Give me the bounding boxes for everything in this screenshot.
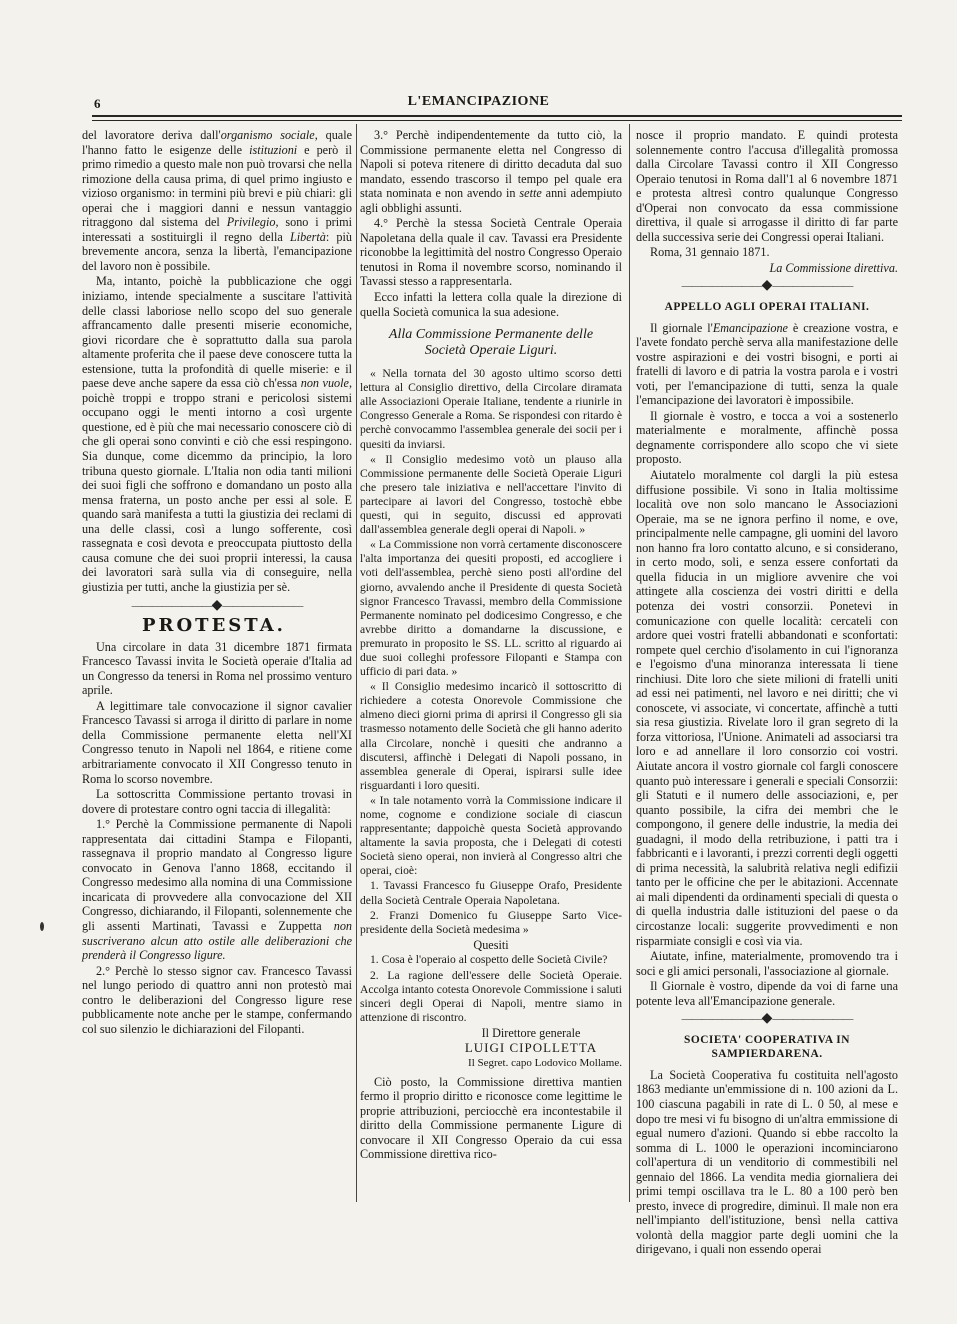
signature-secretary: Il Segret. capo Lodovico Mollame. bbox=[468, 1056, 622, 1069]
page-number: 6 bbox=[94, 96, 101, 111]
italic-run: istituzioni bbox=[249, 142, 298, 157]
section-ornament: ———————— ◆ ———————— bbox=[82, 599, 352, 614]
article-title-cooperativa: SOCIETA' COOPERATIVA IN SAMPIERDARENA. bbox=[684, 1033, 850, 1061]
article-title-appello: APPELLO AGLI OPERAI ITALIANI. bbox=[664, 301, 870, 314]
quoted-paragraph: « Il Consiglio medesimo incaricò il sottoscritto di richiedere a cotesta Onorevole Commissione che almeno dieci giorni prima di aprirsi il Congresso gli sia trasmesso notamento delle Società che gli hanno aderito alla Circolare, nonchè i quesiti che andranno a discutersi, affinchè i Delegati di Napoli possano, in assemblea generale di Operai, ispirarsi sulle idee risguardanti i loro quesiti. bbox=[360, 680, 622, 792]
article-title-protesta: PROTESTA. bbox=[142, 615, 286, 637]
text-run: : più brevemente ancora, senza la libertà, l'emancipazione del lavoro non è possibile. bbox=[82, 229, 352, 273]
dateline: Roma, 31 gennaio 1871. bbox=[650, 245, 770, 260]
column-2 bbox=[360, 128, 622, 1208]
section-ornament: ———————— ◆ ———————— bbox=[636, 279, 898, 294]
paragraph: 2.° Perchè lo stesso signor cav. Francesco Tavassi nel lungo periodo di quattro anni non protestò mai contro le deliberazioni del Congresso ligure rese pubblicamente note anche per le stampe, confermando col suo silenzio le dichiarazioni del Filopanti. bbox=[82, 963, 352, 1036]
paragraph: La sottoscritta Commissione pertanto trovasi in dovere di protestare contro ogni taccia di illegalità: bbox=[82, 787, 352, 816]
letter-heading-line: Società Operaie Liguri. bbox=[424, 343, 558, 359]
quoted-paragraph: « Il Consiglio medesimo votò un plauso alla Commissione permanente delle Società Operaie Liguri che presero tale iniziativa e nell'accettare l'invito di partecipare ai lavori del Congresso, tostochè ebbe questi, qui in seguito, discussi ed approvati dall'assemblea generale degli operai di Napoli. » bbox=[360, 452, 622, 537]
paragraph bbox=[82, 128, 352, 273]
italic-run: sette bbox=[519, 186, 542, 201]
letter-heading-line: Alla Commissione Permanente delle bbox=[388, 327, 594, 343]
text-run: Ma, intanto, poichè la pubblicazione che oggi iniziamo, intende specialmente a suscitare l'attività delle classi laboriose nello scopo del suo generale affrancamento dalle presenti miserie economiche, giovi ricordare che è soprattutto dalla sua parola altamente proferita che il paese deve conoscere tutta la estensione, tutta la profondità di quelle miserie: e il paese deve anche sapere da essa ciò ch'essa bbox=[82, 274, 352, 391]
paragraph: Il Giornale è vostro, dipende da voi di farne una potente leva all'Emancipazione generale. bbox=[636, 979, 898, 1008]
signature-name: LUIGI CIPOLLETTA bbox=[464, 1040, 598, 1056]
text-run: , poichè troppi e troppo strani e pericolosi sistemi occupano oggi le menti intorno a così urgente questione, ed è più che mai necessario conoscere ciò di che gli operai sono convinti e ciò che essi respingono. Sia dunque, come dicemmo da principio, la loro tribuna questo giornale. L'Italia non odia tanti milioni dei suoi figli che soffrono e domandano un posto alla mensa fraterna, un posto anche per essi al sole. E quando sarà manifesta a tutti la giustizia dei reclami di una delle classi, così a lungo sofferente, così rassegnata e così devota e preoccupata piuttosto della causa comune che dei suoi proprii interessi, la causa dei lavoratori sarà sulla via di conseguire, nella giustizia per tutti, anche la giustizia per sè. bbox=[82, 376, 352, 594]
quesiti-heading: Quesiti bbox=[473, 937, 509, 952]
paragraph: nosce il proprio mandato. E quindi protesta solennemente contro l'accusa d'illegalità promossa dalla Circolare Tavassi contro il XII Congresso Operaio tenutosi in Roma dall'1 al 6 novembre 1871 e protesta altresì contro qualunque Congresso d'Operai non convocato da essa commissione direttiva, il quale si arrogasse il diritto di far parte della successiva serie dei Congressi operai Italiani. bbox=[636, 128, 898, 244]
paragraph: Ecco infatti la lettera colla quale la direzione di quella Società comunica la sua adesione. bbox=[360, 290, 622, 319]
text-run: 1.° Perchè la Commissione permanente di Napoli rappresentata dai cittadini Stampa e Filopanti, rassegnava il proprio mandato al Congresso ligure convocato in Genova l'anno 1868, eccitando il Congresso medesimo alla nomina di una Commissione incaricata di provvedere alla convocazione del XII Congresso, dichiarando, il Filopanti, solennemente che gli assenti Martinati, Tavassi e Zuppetta bbox=[82, 817, 352, 933]
letter-heading bbox=[360, 327, 622, 359]
paragraph: 4.° Perchè la stessa Società Centrale Operaia Napoletana della quale il cav. Tavassi era Presidente riconobbe la legittimità del nostro Congresso Operaio tenutosi in Roma il novembre scorso, nominando il Tavassi stesso a rappresentarla. bbox=[360, 216, 622, 289]
text-run: del lavoratore deriva dall' bbox=[82, 128, 221, 142]
paragraph bbox=[82, 274, 352, 594]
paragraph: Una circolare in data 31 dicembre 1871 firmata Francesco Tavassi invita le Società operaie d'Italia ad un Congresso da tenersi in Roma nel prossimo venturo aprile. bbox=[82, 639, 352, 698]
column-divider-1 bbox=[356, 124, 357, 1202]
quoted-paragraph: 1. Tavassi Francesco fu Giuseppe Orafo, Presidente della Società Centrale Operaia Napoletana. bbox=[360, 879, 622, 907]
masthead-title: L'EMANCIPAZIONE bbox=[407, 94, 550, 109]
quoted-paragraph: « La Commissione non vorrà certamente disconoscere l'alta importanza dei quesiti proposti, ed accogliere i voti dell'assemblea, perchè sieno posti all'ordine del giorno, avvalendo anche il Presidente di questa Società signor Francesco Travassi, membro della Commissione Permanente nominato pel dodicesimo Congresso, e che avrebbe diritto a domandarne la discussione, e premurato in proposito le SS. LL. scritto al riguardo ai due suoi colleghi professore Filopanti e Stampa con ufficio di pari data. » bbox=[360, 538, 622, 679]
text-run: , sono i primi interessati a sostituirgli il regno della bbox=[82, 215, 352, 244]
paragraph: Il giornale è vostro, e tocca a voi a sostenerlo materialmente e moralmente, affinchè possa degnamente corrispondere allo scopo che vi siete proposto. bbox=[636, 408, 898, 467]
italic-run: Emancipazione bbox=[712, 320, 788, 335]
signature bbox=[636, 261, 898, 276]
italic-run: non vuole bbox=[300, 376, 349, 391]
header-rule bbox=[92, 115, 902, 117]
header-rule-thin bbox=[92, 120, 902, 121]
italic-run: La Commissione direttiva. bbox=[769, 260, 898, 275]
paragraph bbox=[360, 128, 622, 215]
italic-run: Privilegio bbox=[226, 215, 276, 230]
quoted-paragraph: 2. Franzi Domenico fu Giuseppe Sarto Vice-presidente della Società medesima » bbox=[360, 908, 622, 936]
paragraph: Ciò posto, la Commissione direttiva mantien fermo il proprio diritto e riconosce come legittime le proprie attribuzioni, perciocchè era incontestabile il diritto della Commissione permanente Ligure di convocare il XII Congresso Operaio da cui essa Commissione direttiva rico- bbox=[360, 1074, 622, 1162]
text-run: Il giornale l' bbox=[650, 320, 713, 335]
section-ornament: ———————— ◆ ———————— bbox=[636, 1012, 898, 1027]
paragraph bbox=[636, 321, 898, 408]
quoted-paragraph: 2. La ragione dell'essere delle Società Operaie. Accolga intanto cotesta Onorevole Commissione i saluti sinceri degli Operai di Napoli, mentre siamo in attenzione di riscontro. bbox=[360, 968, 622, 1024]
italic-run: non suscriverano alcun atto ostile alle deliberazioni che prenderà il Congresso ligure. bbox=[82, 918, 352, 963]
paragraph: Aiutatelo moralmente col dargli la più estesa diffusione possibile. Vi sono in Italia moltissime località ove non solo mancano le Associazioni Operaie, ma se ne ignora perfino il nome, e ove, principalmente nelle campagne, gli uomini del lavoro non hanno fra loro contatto alcuno, e si considerano, in certo modo, soli, e senza essere confortati da quella fiducia in un migliore avvenire che voi attingete alla coscienza dei vostri diritti e della potenza dei vostri consorzii. Ponetevi in comunicazione con quelle località: cercateli con ardore quei vostri fratelli abbandonati e sconfortati: rompete quel cerchio d'isolamento in cui l'ignoranza e l'egoismo d'una minoranza interessata li tiene rinchiusi. Dite loro che siete milioni di fratelli uniti ad essi nei patimenti, nel lavoro e nei diritti; che vi conoscete, vi associate, vi concertate, affinchè a tutti sia resa giustizia. Rivelate loro il gran segreto di la forza vittoriosa, l'Unione. Animateli ad associarsi tra loro e ad annellare il loro consorzio coi vostri. Aiutate ancora il vostro giornale col fargli conoscere quanto può interessare i generali e speciali Consorzii: gli Statuti e il numero delle associazioni, e, per quanto possibile, la cifra dei membri che le compongono, il genere delle industrie, la media dei guadagni, il modo della retribuzione, i patti tra i fabbricanti e i lavoranti, i prezzi correnti degli oggetti di prima necessità, la salubrità relativa negli edifizii tanto per le officine che per le abitazioni. Accennate ai mali dipendenti da ordinamenti speciali di questa o di quella industria dalle istituzioni del paese o da circostanze locali: suggerite provvedimenti e non risparmiate consigli e così via via. bbox=[636, 468, 898, 948]
signature-role: Il Direttore generale bbox=[481, 1025, 581, 1040]
column-divider-2 bbox=[629, 124, 630, 1202]
text-run: e però il primo rimedio a questo male non può trovarsi che nella rimozione della causa prima, di quel primo ingiusto e vizioso organismo: in termini più brevi e più chiari: gli operai che i maggiori danni e nessun vantaggio ritraggono dal sistema del bbox=[82, 142, 352, 230]
paragraph bbox=[82, 817, 352, 962]
quoted-paragraph: « Nella tornata del 30 agosto ultimo scorso detti lettura al Consiglio direttivo, della Circolare diramata alle Associazioni Operaie Italiane, tendente a riunirle in Congresso Generale a Roma. Se rispondesi con ritardo è perchè convocammo l'assemblea generale dei socii per i quesiti da inviarsi. bbox=[360, 367, 622, 451]
column-3 bbox=[636, 128, 898, 1257]
paragraph: A legittimare tale convocazione il signor cavalier Francesco Tavassi si arroga il diritto di parlare in nome della Commissione permanente eletta nell'XI Congresso tenuto in Napoli nel 1864, e ritiene come arbitrariamente convocato il XII Congresso tenuto in Roma lo scorso novembre. bbox=[82, 698, 352, 786]
quoted-paragraph: « In tale notamento vorrà la Commissione indicare il nome, cognome e condizione sociale di ciascun rappresentante; dappoichè questa Società approvando altamente la savia proposta, che i Delegati di cotesti Società sieno operai, non invierà al Congresso altri che operai, cioè: bbox=[360, 793, 622, 878]
text-run: , quale l'hanno fatto le esigenze delle bbox=[82, 128, 352, 157]
italic-run: organismo sociale bbox=[220, 128, 315, 142]
column-1 bbox=[82, 128, 352, 1208]
quoted-paragraph: 1. Cosa è l'operaio al cospetto delle Società Civile? bbox=[370, 953, 608, 967]
scan-speck bbox=[40, 922, 44, 931]
text-run: 3.° Perchè indipendentemente da tutto ciò, la Commissione permanente eletta nel Congresso di Napoli si poteva ritenere di diritto decaduta dal suo mandato, essendo trascorso il tempo pel quale era stata nominata e non avendo in bbox=[360, 128, 622, 201]
text-run: è creazione vostra, e l'avete fondato perchè serva alla manifestazione delle vostre aspirazioni e dei vostri bisogni, e porti ai fratelli di lavoro e di patria la vostra parola e i vostri voti, per l'emancipazione di tutti, senza la quale l'emancipazione dei lavoratori è impossibile. bbox=[636, 320, 898, 408]
text-run: anni adempiuto agli obblighi assunti. bbox=[360, 186, 622, 215]
paragraph: Aiutate, infine, materialmente, promovendo tra i soci e gli amici personali, l'associazione al giornale. bbox=[636, 949, 898, 978]
italic-run: Libertà bbox=[289, 229, 326, 244]
paragraph: La Società Cooperativa fu costituita nell'agosto 1863 mediante un'emmissione di n. 100 azioni da L. 100 ciascuna pagabili in rate di L. 0 50, al mese e dopo tre mesi vi fu bisogno di un'altra emmissione di egual numero d'azioni. Quando si ebbe raccolto la somma di L. 1000 le operazioni incominciarono coll'apertura di un venditorio di commestibili nel gennaio del 1866. La vendita media giornaliera dei primi tempi oscillava tra le L. 80 a 100 però ben presto, invece di progredire, diminuì. Il male non era nell'impianto dell'istituzione, bensì nella cattiva volontà della maggior parte degli uomini che la dirigevano, i quali non essendo operai bbox=[636, 1067, 898, 1257]
